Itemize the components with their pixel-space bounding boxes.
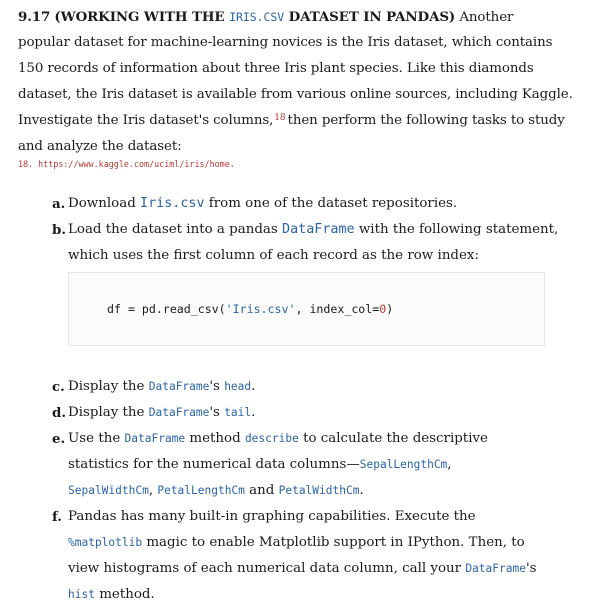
intro-line-5-start: Investigate the Iris dataset's columns,: [18, 113, 274, 128]
task-a-label: a.: [52, 196, 66, 212]
task-d-text-post: .: [251, 405, 256, 420]
intro-line-1: [18, 4, 558, 30]
task-b-label: b.: [52, 222, 67, 238]
task-c-line: [68, 374, 572, 400]
task-f-line-2: [68, 530, 572, 556]
exercise-number: 9.17: [18, 9, 51, 25]
task-c-text-post: .: [251, 379, 256, 394]
footnote-marker[interactable]: 18: [274, 113, 286, 123]
task-a-code: Iris.csv: [140, 196, 205, 211]
task-b-line-2: which uses the first column of each record as the row index:: [68, 248, 479, 263]
intro-line-3: 150 records of information about three Iris plant species. Like this diamonds: [18, 61, 534, 76]
task-e-code-petalwidth: PetalWidthCm: [278, 484, 360, 497]
code-block: [68, 272, 545, 346]
exercise-intro: [18, 4, 573, 160]
task-e-line-1: [68, 426, 572, 452]
task-e-comma-2: ,: [148, 483, 158, 498]
intro-line-4: dataset, the Iris dataset is available from various online sources, including Kaggle.: [18, 87, 573, 102]
task-c-code-dataframe: DataFrame: [148, 380, 210, 393]
task-d-code-tail: tail: [224, 406, 252, 419]
exercise-title-code: IRIS.CSV: [229, 10, 285, 24]
code-part-1: df = pd.read_csv(: [107, 302, 226, 316]
task-f: [52, 504, 572, 608]
task-c: [52, 374, 572, 400]
intro-line-2: popular dataset for machine-learning novices is the Iris dataset, which contains: [18, 35, 553, 50]
task-f-line-1: Pandas has many built-in graphing capabilities. Execute the: [68, 509, 476, 524]
task-d-line: [68, 400, 572, 426]
task-a-text-pre: Download: [68, 196, 141, 211]
task-e-text-mid: method: [185, 431, 245, 446]
task-d-code-dataframe: DataFrame: [148, 406, 210, 419]
task-e-comma-1: ,: [447, 457, 452, 472]
task-e-and: and: [244, 483, 279, 498]
task-d: [52, 400, 572, 426]
task-e-code-describe: describe: [244, 432, 299, 445]
code-number-literal: 0: [379, 302, 387, 316]
task-e-text-post: to calculate the descriptive: [298, 431, 488, 446]
task-f-line-3-post: 's: [525, 561, 537, 576]
task-e-text-pre: Use the: [68, 431, 125, 446]
task-d-text-pre: Display the: [68, 405, 149, 420]
task-list-top: [52, 191, 559, 269]
task-c-text-pre: Display the: [68, 379, 149, 394]
task-b-text-post: with the following statement,: [354, 222, 559, 237]
task-b: [52, 217, 559, 269]
task-f-line-4: [68, 582, 572, 608]
task-f-code-dataframe: DataFrame: [465, 562, 526, 575]
task-f-label: f.: [52, 509, 62, 525]
intro-line-1-tail: Another: [455, 10, 514, 25]
task-a-line: [68, 191, 552, 217]
intro-line-5: [18, 108, 565, 134]
task-f-line-2-post: magic to enable Matplotlib support in IPython. Then, to: [142, 535, 525, 550]
task-c-code-head: head: [224, 380, 252, 393]
task-e-code-sepallength: SepalLengthCm: [359, 458, 448, 471]
task-e-line-2: [68, 452, 572, 478]
task-e-end: .: [359, 483, 364, 498]
task-c-text-mid: 's: [209, 379, 225, 394]
code-part-2: , index_col=: [295, 302, 380, 316]
task-e-line-3: [68, 478, 572, 504]
task-d-label: d.: [52, 405, 67, 421]
code-string-literal: 'Iris.csv': [225, 302, 296, 316]
task-c-label: c.: [52, 379, 65, 395]
task-a: [52, 191, 552, 217]
task-list-bottom: [52, 374, 572, 608]
task-b-code: DataFrame: [282, 222, 355, 237]
footnote-18: 18. https://www.kaggle.com/uciml/iris/home.: [18, 159, 235, 169]
intro-line-5-end: then perform the following tasks to study: [287, 113, 565, 128]
exercise-title-open: (WORKING WITH THE: [54, 9, 230, 25]
exercise-title-close: DATASET IN PANDAS): [284, 9, 456, 25]
task-e-label: e.: [52, 431, 66, 447]
code-part-3: ): [386, 302, 394, 316]
task-f-line-3: [68, 556, 572, 582]
task-e-line-2-pre: statistics for the numerical data columns—: [68, 457, 360, 472]
task-e-code-dataframe: DataFrame: [124, 432, 186, 445]
task-b-text-pre: Load the dataset into a pandas: [68, 222, 283, 237]
intro-line-6: and analyze the dataset:: [18, 139, 182, 154]
task-a-text-post: from one of the dataset repositories.: [204, 196, 458, 211]
task-e: [52, 426, 572, 504]
task-f-code-hist: hist: [68, 588, 95, 601]
task-e-code-sepalwidth: SepalWidthCm: [68, 484, 149, 497]
task-b-line-1: [68, 217, 559, 243]
task-f-code-matplotlib: %matplotlib: [68, 536, 143, 549]
task-e-code-petallength: PetalLengthCm: [157, 484, 245, 497]
code-statement: [107, 302, 393, 316]
task-f-line-4-post: method.: [94, 587, 155, 602]
task-f-line-3-pre: view histograms of each numerical data column, call your: [68, 561, 466, 576]
task-d-text-mid: 's: [209, 405, 225, 420]
